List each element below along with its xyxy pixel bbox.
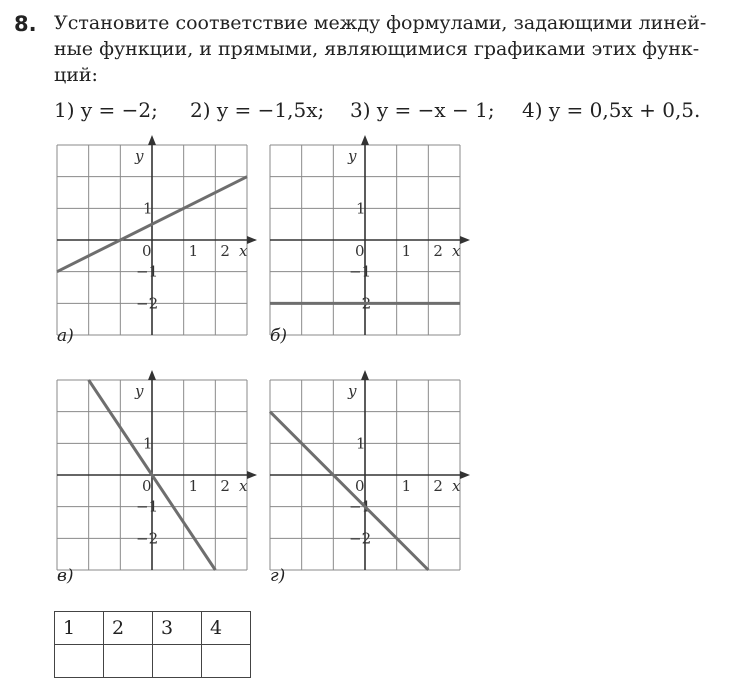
formula-2: 2) y = −1,5x; bbox=[190, 98, 325, 122]
y-axis-arrow bbox=[148, 135, 156, 145]
x-tick-label: 2 bbox=[220, 242, 230, 260]
y-tick-label: −1 bbox=[136, 497, 159, 516]
y-axis-label: y bbox=[135, 147, 144, 165]
x-axis-arrow bbox=[460, 471, 470, 479]
graph-g bbox=[270, 380, 460, 570]
x-axis-arrow bbox=[247, 236, 257, 244]
y-tick-label: −2 bbox=[136, 294, 159, 313]
x-tick-label: 0 bbox=[142, 242, 152, 260]
answer-header-cell: 3 bbox=[153, 612, 202, 645]
formula-4: 4) y = 0,5x + 0,5. bbox=[522, 98, 701, 122]
task-text-line-2: ные функции, и прямыми, являющимися графиками этих функ- bbox=[54, 38, 700, 60]
y-axis-arrow bbox=[361, 370, 369, 380]
graph-b bbox=[270, 145, 460, 335]
y-axis-arrow bbox=[361, 135, 369, 145]
x-tick-label: 2 bbox=[433, 242, 443, 260]
y-tick-label: 1 bbox=[356, 199, 366, 218]
coordinate-plane bbox=[270, 380, 460, 570]
answer-header-cell: 1 bbox=[55, 612, 104, 645]
graph-a bbox=[57, 145, 247, 335]
x-axis-arrow bbox=[247, 471, 257, 479]
coordinate-plane bbox=[270, 145, 460, 335]
caption-a: а) bbox=[57, 326, 74, 346]
coordinate-plane bbox=[57, 380, 247, 570]
x-tick-label: 2 bbox=[220, 477, 230, 495]
answer-table-header-row bbox=[55, 612, 251, 645]
y-tick-label: −1 bbox=[349, 497, 372, 516]
task-number: 8. bbox=[14, 12, 37, 36]
answer-header-cell: 2 bbox=[104, 612, 153, 645]
answer-table-input-row bbox=[55, 645, 251, 678]
answer-input-cell[interactable] bbox=[153, 645, 202, 678]
y-tick-label: 1 bbox=[356, 434, 366, 453]
y-tick-label: −1 bbox=[136, 262, 159, 281]
x-tick-label: 0 bbox=[355, 242, 365, 260]
coordinate-plane bbox=[57, 145, 247, 335]
y-tick-label: −1 bbox=[349, 262, 372, 281]
answer-header-cell: 4 bbox=[202, 612, 251, 645]
y-tick-label: 1 bbox=[143, 199, 153, 218]
x-tick-label: 1 bbox=[188, 242, 199, 260]
task-text-line-3: ций: bbox=[54, 64, 98, 86]
y-axis-label: y bbox=[135, 382, 144, 400]
y-axis-label: y bbox=[348, 147, 357, 165]
x-axis-arrow bbox=[460, 236, 470, 244]
x-tick-label: 1 bbox=[401, 242, 412, 260]
y-tick-label: −2 bbox=[349, 294, 372, 313]
answer-input-cell[interactable] bbox=[55, 645, 104, 678]
y-tick-label: −2 bbox=[349, 529, 372, 548]
x-axis-label: x bbox=[239, 242, 248, 260]
answer-input-cell[interactable] bbox=[202, 645, 251, 678]
formula-1: 1) y = −2; bbox=[54, 98, 158, 122]
y-axis-arrow bbox=[148, 370, 156, 380]
x-tick-label: 1 bbox=[401, 477, 412, 495]
y-tick-label: 1 bbox=[143, 434, 153, 453]
caption-b: б) bbox=[270, 326, 288, 346]
x-axis-label: x bbox=[239, 477, 248, 495]
caption-v: в) bbox=[57, 566, 74, 586]
x-tick-label: 2 bbox=[433, 477, 443, 495]
y-tick-label: −2 bbox=[136, 529, 159, 548]
x-tick-label: 1 bbox=[188, 477, 199, 495]
graph-v bbox=[57, 380, 247, 570]
caption-g: г) bbox=[270, 566, 286, 586]
x-axis-label: x bbox=[452, 477, 461, 495]
y-axis-label: y bbox=[348, 382, 357, 400]
x-axis-label: x bbox=[452, 242, 461, 260]
x-tick-label: 0 bbox=[355, 477, 365, 495]
formula-3: 3) y = −x − 1; bbox=[350, 98, 495, 122]
x-tick-label: 0 bbox=[142, 477, 152, 495]
task-text-line-1: Установите соответствие между формулами, задающими линей- bbox=[54, 12, 707, 34]
answer-table bbox=[54, 611, 251, 678]
answer-input-cell[interactable] bbox=[104, 645, 153, 678]
